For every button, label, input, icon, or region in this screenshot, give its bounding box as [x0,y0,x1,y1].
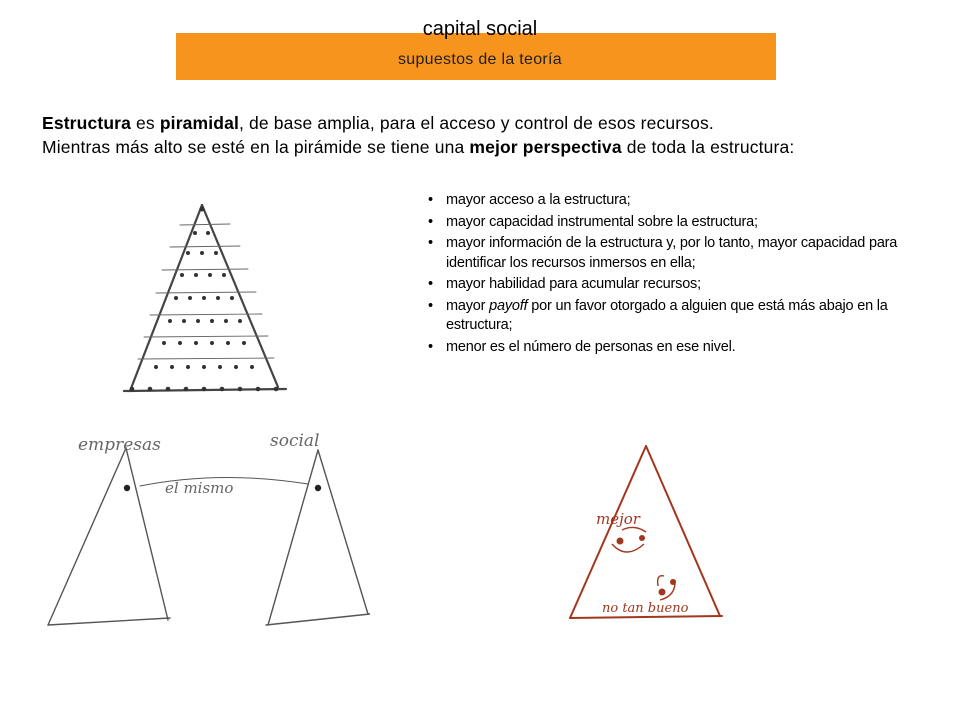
bullet-text: menor es el número de personas en ese nivel. [446,338,736,355]
bullet-dot-icon: • [428,276,433,292]
term-estructura: Estructura [42,113,132,133]
bullet-text: mayor información de la estructura y, por lo tanto, mayor capacidad para identificar los recursos inmersos en ella; [446,235,898,271]
two-triangles-sketch [40,420,370,635]
bullet-item [428,234,898,273]
bullet-text: mayor capacidad instrumental sobre la estructura; [446,213,758,230]
bullet-list [428,191,898,359]
page-title: capital social [422,18,538,40]
bullet-item [428,191,898,211]
intro-text-2: , de base amplia, para el acceso y control de esos recursos. [239,113,714,133]
intro-paragraph [42,111,922,159]
red-triangle-sketch [560,440,740,625]
term-piramidal: piramidal [159,113,239,133]
term-payoff: payoff [489,297,528,314]
bullet-item [428,275,898,295]
label-el-mismo: el mismo [165,479,234,497]
bullet-text: mayor [446,297,490,314]
bullet-text: mayor acceso a la estructura; [446,192,631,208]
bullet-dot-icon: • [428,338,433,355]
label-mejor: mejor [596,510,640,528]
page-subtitle: supuestos de la teoría [397,51,563,68]
label-empresas: empresas [78,435,161,455]
bullet-dot-icon: • [428,297,433,314]
bullet-item [428,297,898,336]
intro-text-4: de toda la estructura: [621,137,795,157]
label-social: social [270,431,320,451]
bullet-dot-icon: • [428,192,433,208]
bullet-text: por un favor otorgado a alguien que está más abajo en la estructura; [446,297,888,333]
bullet-item [428,338,898,358]
bullet-dot-icon: • [428,213,433,230]
bullet-text: mayor habilidad para acumular recursos; [446,276,701,292]
pyramid-sketch [110,195,300,410]
bullet-item [428,213,898,233]
label-no-tan-bueno: no tan bueno [602,601,689,616]
intro-text-3: Mientras más alto se esté en la pirámide se tiene una [42,137,470,157]
intro-text-1: es [131,113,160,133]
term-mejor-perspectiva: mejor perspectiva [469,137,622,157]
bullet-dot-icon: • [428,235,433,251]
